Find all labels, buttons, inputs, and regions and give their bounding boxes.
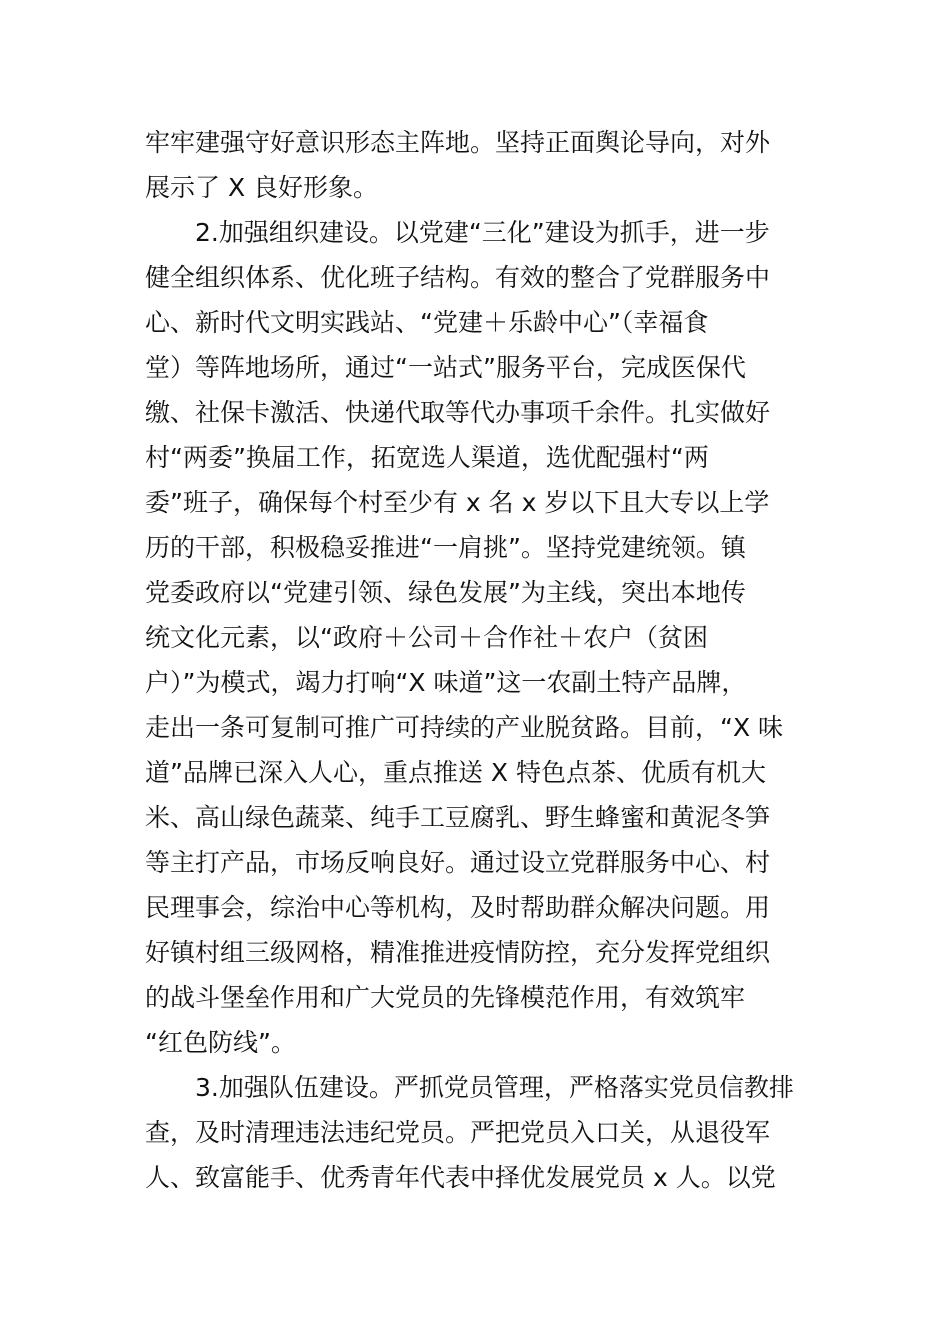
text-line: 堂）等阵地场所，通过“一站式”服务平台，完成医保代	[145, 353, 746, 382]
text-line: 走出一条可复制可推广可持续的产业脱贫路。目前，“X 味	[145, 713, 784, 742]
text-line: 查，及时清理违法违纪党员。严把党员入口关，从退役军	[145, 1118, 771, 1147]
text-line: 等主打产品，市场反响良好。通过设立党群服务中心、村	[145, 848, 771, 877]
text-line: 历的干部，积极稳妥推进“一肩挑”。坚持党建统领。镇	[145, 533, 746, 562]
text-line: 委”班子，确保每个村至少有 x 名 x 岁以下且大专以上学	[145, 488, 770, 517]
text-line: 牢牢建强守好意识形态主阵地。坚持正面舆论导向，对外	[145, 128, 771, 157]
text-line: 展示了 X 良好形象。	[145, 173, 379, 202]
text-line: 的战斗堡垒作用和广大党员的先锋模范作用，有效筑牢	[145, 983, 746, 1012]
section-3-heading-line: 3.加强队伍建设。严抓党员管理，严格落实党员信教排	[195, 1073, 794, 1102]
text-line: 好镇村组三级网格，精准推进疫情防控，充分发挥党组织	[145, 938, 771, 967]
text-line: 党委政府以“党建引领、绿色发展”为主线，突出本地传	[145, 578, 746, 607]
text-line: 户）”为模式，竭力打响“X 味道”这一农副土特产品牌，	[145, 668, 747, 697]
text-line: 道”品牌已深入人心，重点推送 X 特色点茶、优质有机大	[145, 758, 766, 787]
section-2-heading-line: 2.加强组织建设。以党建“三化”建设为抓手，进一步	[195, 218, 770, 247]
text-line: 健全组织体系、优化班子结构。有效的整合了党群服务中	[145, 263, 771, 292]
text-line: 村“两委”换届工作，拓宽选人渠道，选优配强村“两	[145, 443, 709, 472]
text-line: 米、高山绿色蔬菜、纯手工豆腐乳、野生蜂蜜和黄泥冬笋	[145, 803, 771, 832]
text-line: 缴、社保卡激活、快递代取等代办事项千余件。扎实做好	[145, 398, 771, 427]
text-line: 民理事会，综治中心等机构，及时帮助群众解决问题。用	[145, 893, 771, 922]
text-line: “红色防线”。	[145, 1028, 296, 1057]
text-line: 统文化元素，以“政府＋公司＋合作社＋农户（贫困	[145, 623, 708, 652]
text-line: 人、致富能手、优秀青年代表中择优发展党员 x 人。以党	[145, 1163, 776, 1192]
text-line: 心、新时代文明实践站、“党建＋乐龄中心”（幸福食	[145, 308, 709, 337]
document-body	[145, 120, 810, 1200]
